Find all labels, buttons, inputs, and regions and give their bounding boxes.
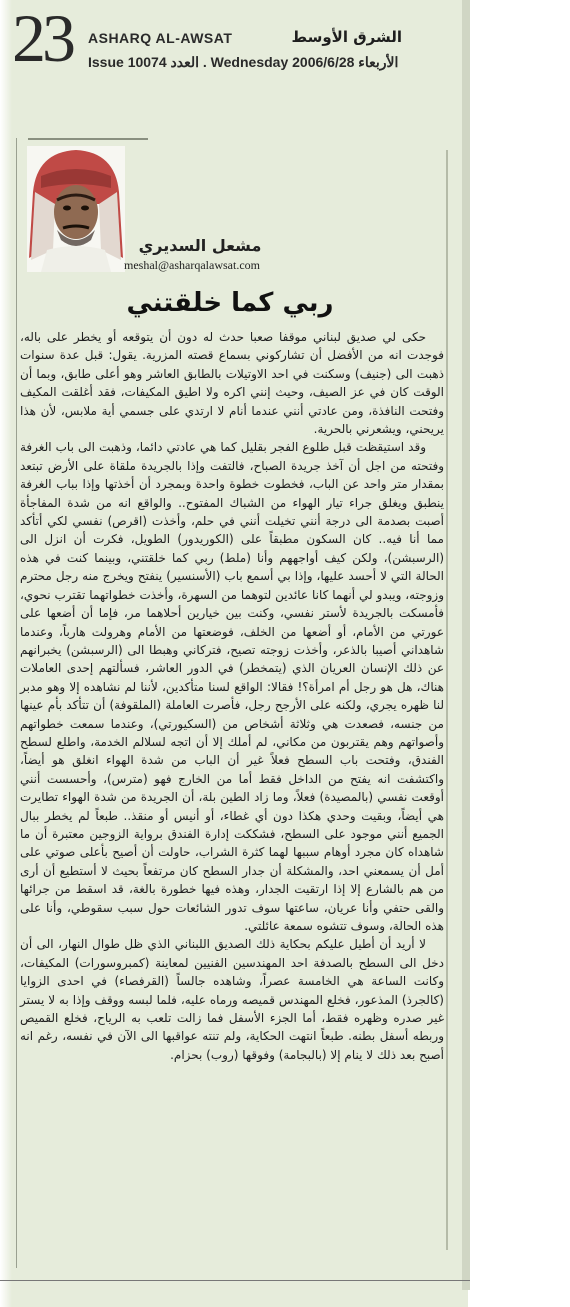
page-fold-shadow — [462, 0, 470, 1290]
column-top-rule — [28, 138, 148, 140]
publication-name-arabic: الشرق الأوسط — [291, 28, 402, 46]
column-left-border — [16, 138, 17, 1268]
author-photo — [27, 146, 125, 272]
page-bottom-rule — [0, 1280, 470, 1281]
author-name: مشعل السديري — [138, 236, 262, 255]
author-portrait-image — [27, 146, 125, 272]
article-paragraph-3: لا أريد أن أطيل عليكم بحكاية ذلك الصديق اللبناني الذي ظل طوال النهار، الى أن دخل الى السطح بالصدفة احد المهندسين الفنيين لمعاينة (كمبروسورات) المكيفات، وكانت الساعة هي الخامسة عصراً، وشاهده جالساً (القرفصاء) في احدى الزوايا (كالجرذ) المذعور، فخلع المهندس قميصه ورماه عليه، فلما لبسه ووقف وإذا به لا يستر غير صدره وظهره فقط، أما الجزء الأسفل فما زالت تلعب به الرياح، فخلع القميص وربطه أسفل بطنه. طبعاً انتهت الحكاية، ولم تنته عواقبها الى الآن في نفسه، رغم انه أصبح بعد ذلك لا ينام إلا (بالبجامة) وفوقها (روب) بحزام. — [20, 937, 444, 1062]
publication-name-english: ASHARQ AL-AWSAT — [88, 30, 233, 46]
page-number: 23 — [12, 0, 72, 76]
issue-date-line: Issue 10074 العدد . Wednesday 2006/6/28 الأربعاء — [88, 54, 399, 70]
page-left-edge — [0, 0, 12, 1307]
author-email: meshal@asharqalawsat.com — [124, 258, 261, 272]
column-right-border — [446, 150, 448, 1250]
article-headline: ربي كما خلقتني — [126, 288, 334, 318]
article-paragraph-1: حكى لي صديق لبناني موقفا صعبا حدث له دون أن يتوقعه أو يخطر على باله، فوجدت انه من الأفضل أن تشاركوني بسماع قصته المزرية. يقول: قبل عدة سنوات ذهبت الى (جنيف) وسكنت في احد الاوتيلات بالطابق العاشر وهو أعلى طابق، وبما أن الوقت كان في عز الصيف، وحيث إنني اكره ولا اطيق المكيفات، فقد أغلقت المكيف وفتحت النافذة، ومن عادتي أنني عندما أنام لا ارتدي على جسمي أية ملابس، لأن هذا يريحني، ويشعرني بالحرية. — [20, 330, 444, 437]
article-paragraph-2: وقد استيقظت قبل طلوع الفجر بقليل كما هي عادتي دائما، وذهبت الى باب الغرفة وفتحته من اجل أن آخذ جريدة الصباح، فالتفت وإذا بالجريدة ملقاة على الأرض تبتعد بمقدار متر واحد عن الباب، فخطوت خطوة واحدة وبمجرد أن أخذتها وإذا بباب الغرفة ينطبق ويغلق جراء تيار الهواء من الشباك المفتوح.. والواقع انه من شدة المفاجأة أصبت بصدمة الى درجة أنني تخيلت أنني في حلم، وأخذت (اقرص) نفسي لكي أتأكد مما أنا فيه.. كان السكون مطبقاً على (الكوريدور) الطويل، فكرت أن انزل الى (الرسبشن)، ولكن كيف أواجههم وأنا (ملط) ربي كما خلقتني، وبينما كنت في هذه الحالة التي لا أحسد عليها، وإذا بي أسمع باب (الأسنسير) ينفتح ويخرج منه رجل محترم وزوجته، ويبدو لي أنهما كانا عائدين لتوهما من السهرة، وأخذت خطواتهما تقترب نحوي، فأمسكت بالجريدة لأستر نفسي، وكنت بين خيارين أحلاهما مر، فإما أن أضعها على عورتي من الأمام، أو أضعها من الخلف، فوضعتها من الأمام وهرولت هارباً، وعندما شاهداني أصيبا بالذعر، وأخذت زوجته تصيح، فتركاني وهبطا الى (الرسبشن) يخبرانهم عن ذلك الإنسان العريان الذي (يتمخطر) في الدور العاشر، فسألتهم إحدى العاملات هناك، هل هو رجل أم امرأة؟! فقالا: الواقع لسنا متأكدين، لأننا لم نشاهده إلا وهو مدبر لنا ظهره يجري، ولكنه على الأرجح رجل، فأصرت العاملة (الملقوفة) أن تتأكد بأم عينها من جنسه، فصعدت هي وثلاثة أشخاص من (السكيورتي)، وعندما سمعت خطواتهم وأصواتهم وهم يقتربون من مكاني، لم أملك إلا أن اتجه لسلالم الخدمة، واطلع لسطح الفندق، وفتحت باب السطح فعلاً غير أن الباب من شدة الهواء انغلق هو أيضاً، واكتشفت انه يفتح من الداخل فقط أما من الخارج فهو (مترس)، وأحسست أنني أوقعت نفسي (بالمصيدة) فعلاً، وما زاد الطين بلة، أن الجريدة من شدة الهواء تطايرت هي أيضاً، وبقيت وحدي هكذا دون أي غطاء، أو أنيس أو منقذ.. طبعاً لم يخطر ببال الجميع أنني موجود على السطح، فشككت إدارة الفندق برواية الزوجين معتبرة أن ما شاهداه كان مجرد أوهام سببها لهما كثرة الشراب، حاولت أن أصيح بأعلى صوتي على أمل أن يسمعني احد، والمشكلة أن جدار السطح كان مرتفعاً بحيث لا أستطيع أن أرى من هم بالشارع إلا إذا ارتقيت الجدار، وهذه فيها خطورة بالغة، قد اسقط من جرائها والقى حتفي وأنا عريان، ساعتها سوف تدور الشائعات حول سبب سقوطي، وأنا على هذه الحالة، وسوف تتشوه سمعة عائلتي. — [20, 440, 444, 933]
article-body — [20, 328, 444, 1064]
